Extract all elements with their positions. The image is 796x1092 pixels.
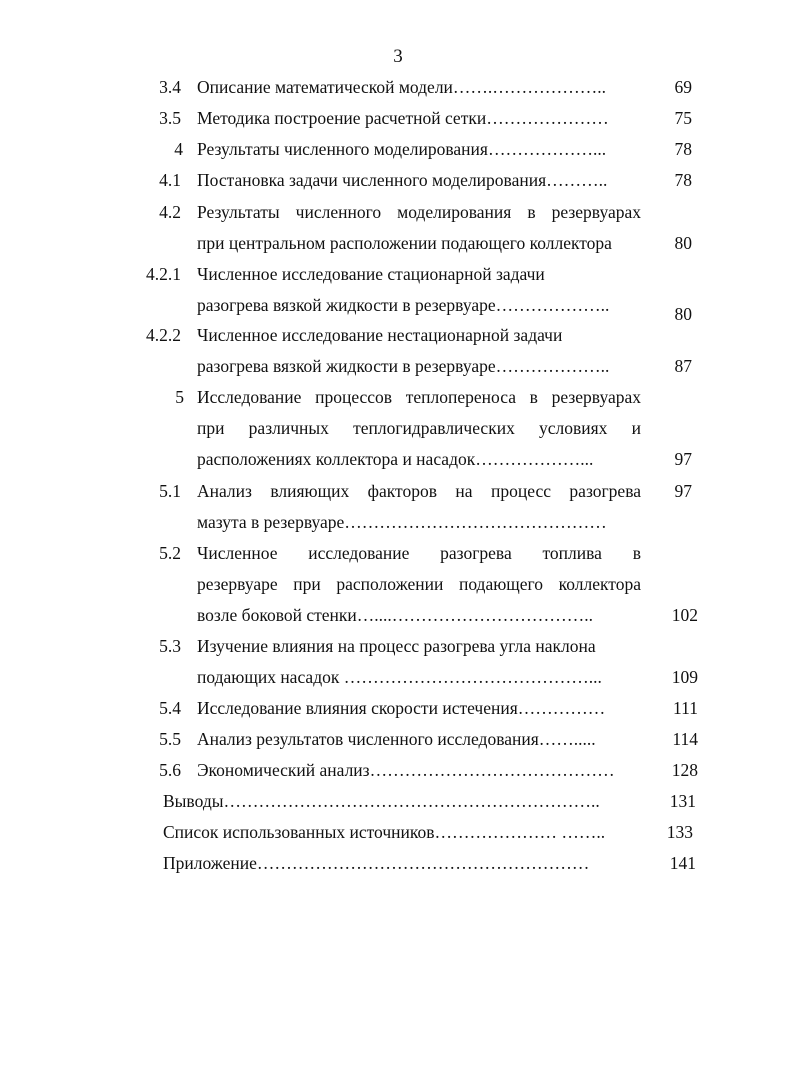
toc-entry — [0, 197, 796, 259]
toc-title: Численное исследование разогрева топлива в — [197, 543, 641, 563]
toc-title-cont: разогрева вязкой жидкости в резервуаре……………….. — [197, 356, 610, 376]
toc-title: Анализ влияющих факторов на процесс разогрева — [197, 481, 641, 501]
toc-page: 109 — [671, 667, 698, 687]
toc-entry — [0, 320, 796, 382]
toc-page: 78 — [674, 139, 692, 159]
toc-page: 128 — [671, 760, 698, 780]
toc-title-cont: возле боковой стенки…....…………………………….. — [197, 605, 593, 625]
toc-entry — [0, 786, 796, 817]
toc-number: 5 — [175, 387, 184, 407]
toc-title: Численное исследование нестационарной задачи — [197, 325, 563, 345]
toc-title: Результаты численного моделирования………………... — [197, 139, 607, 159]
toc-page: 80 — [674, 304, 692, 324]
toc-entry — [0, 848, 796, 879]
toc-page: 69 — [674, 77, 692, 97]
toc-entry — [0, 693, 796, 724]
toc-title-cont: при центральном расположении подающего коллектора — [197, 233, 612, 253]
toc-title: Анализ результатов численного исследования……..... — [197, 729, 596, 749]
toc-entry — [0, 259, 796, 325]
toc-title: Изучение влияния на процесс разогрева угла наклона — [197, 636, 596, 656]
toc-number: 5.3 — [159, 636, 181, 656]
toc-number: 5.6 — [159, 760, 181, 780]
toc-page: 87 — [674, 356, 692, 376]
page-number: 3 — [393, 46, 403, 67]
toc-page: 97 — [674, 481, 692, 501]
toc-title-cont: резервуаре при расположении подающего коллектора — [197, 574, 641, 594]
toc-title-cont: мазута в резервуаре……………………………………… — [197, 512, 607, 532]
toc-entry — [0, 476, 796, 538]
toc-number: 4.2 — [159, 202, 181, 222]
toc-entry — [0, 103, 796, 134]
toc-title-cont: расположениях коллектора и насадок………………... — [197, 449, 594, 469]
toc-page: 102 — [671, 605, 698, 625]
toc-entry — [0, 165, 796, 196]
toc-page: 114 — [672, 729, 698, 749]
toc-number: 4.2.1 — [146, 264, 181, 284]
toc-entry — [0, 382, 796, 475]
toc-entry — [0, 817, 796, 848]
toc-page: 133 — [666, 822, 693, 842]
toc-number: 3.5 — [159, 108, 181, 128]
toc-page: 131 — [669, 791, 696, 811]
toc-number: 3.4 — [159, 77, 181, 97]
toc-title: Численное исследование стационарной задачи — [197, 264, 545, 284]
toc-page: 111 — [673, 698, 698, 718]
toc-page: 80 — [674, 233, 692, 253]
toc-number: 5.1 — [159, 481, 181, 501]
toc-title: Методика построение расчетной сетки………………… — [197, 108, 609, 128]
toc-title-cont: разогрева вязкой жидкости в резервуаре……………….. — [197, 295, 610, 315]
toc-entry — [0, 538, 796, 631]
toc-page: 78 — [674, 170, 692, 190]
toc-title: Экономический анализ…………………………………… — [197, 760, 615, 780]
toc-entry — [0, 631, 796, 693]
toc-title: Исследование процессов теплопереноса в резервуарах — [197, 387, 641, 407]
toc-number: 5.2 — [159, 543, 181, 563]
toc-title: Выводы……………………………………………………….. — [163, 791, 600, 811]
toc-page: 97 — [674, 449, 692, 469]
toc-title: Приложение………………………………………………… — [163, 853, 590, 873]
toc-entry — [0, 724, 796, 755]
toc-title-cont: подающих насадок ……………………………………... — [197, 667, 602, 687]
toc-title-cont: при различных теплогидравлических условиях и — [197, 418, 641, 438]
toc-number: 4.1 — [159, 170, 181, 190]
toc-page: 141 — [669, 853, 696, 873]
toc-page: 75 — [674, 108, 692, 128]
toc-title: Результаты численного моделирования в резервуарах — [197, 202, 641, 222]
toc-number: 4.2.2 — [146, 325, 181, 345]
toc-title: Постановка задачи численного моделирования……….. — [197, 170, 608, 190]
toc-number: 5.4 — [159, 698, 181, 718]
toc-title: Описание математической модели…….……………….. — [197, 77, 607, 97]
toc-title: Исследование влияния скорости истечения…………… — [197, 698, 606, 718]
toc-entry — [0, 72, 796, 103]
toc-entry — [0, 134, 796, 165]
toc-number: 4 — [174, 139, 183, 159]
toc-entry — [0, 755, 796, 786]
toc-number: 5.5 — [159, 729, 181, 749]
toc-title: Список использованных источников………………… …….. — [163, 822, 606, 842]
